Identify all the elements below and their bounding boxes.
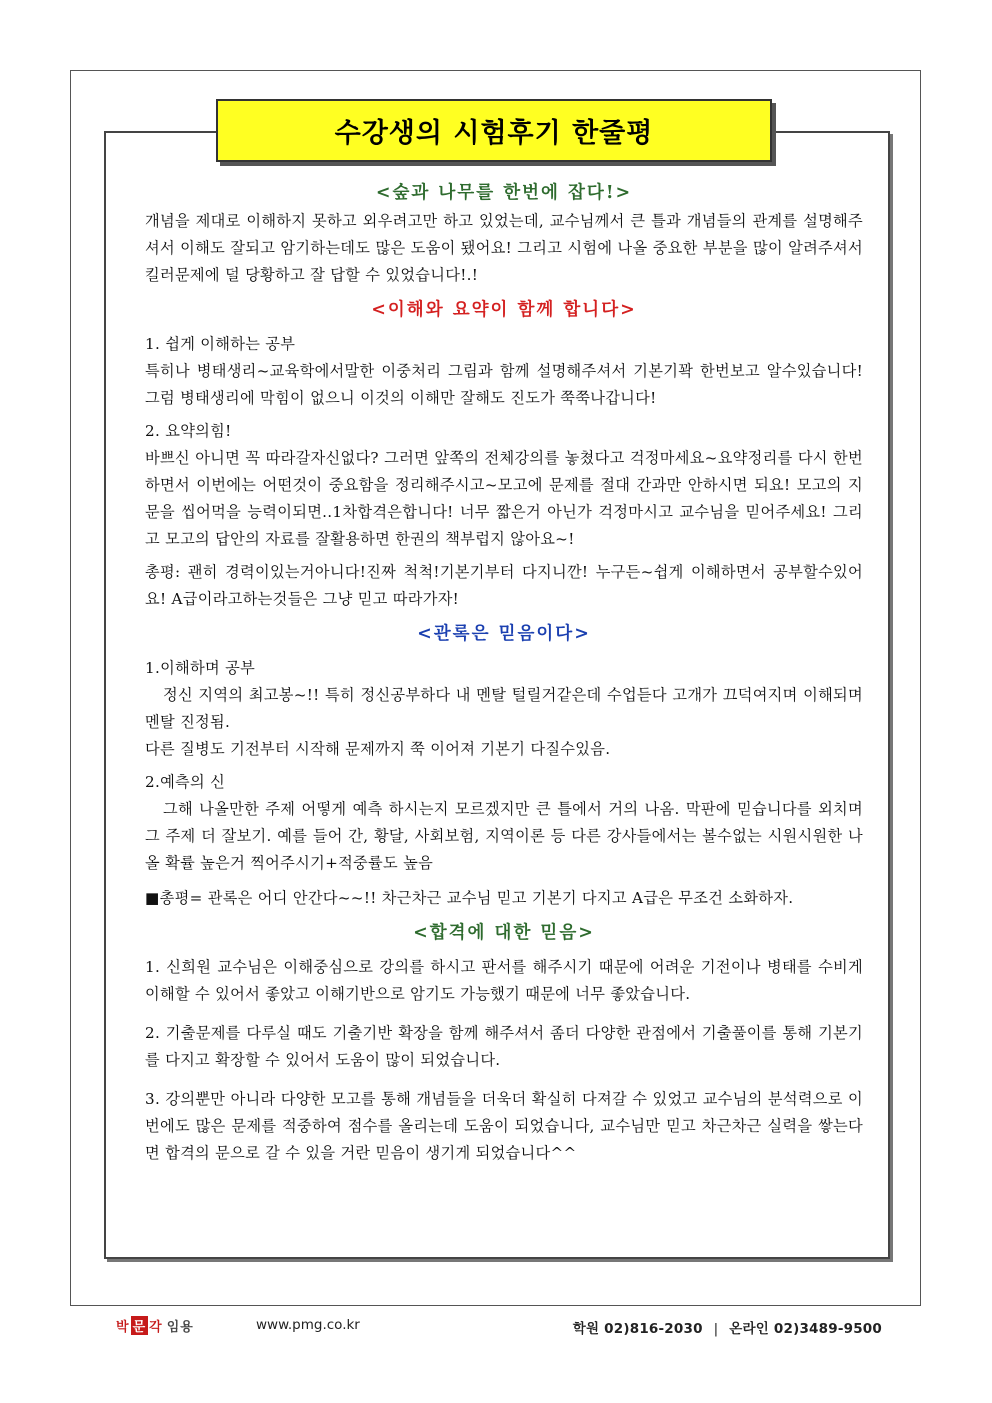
- online-phone: 02)3489-9500: [773, 1321, 882, 1337]
- review-paragraph: 바쁘신 아니면 꼭 따라갈자신없다? 그러면 앞쪽의 전체강의를 놓쳤다고 걱정마세요~요약정리를 다시 한번 하면서 이번에는 어떤것이 중요함을 정리해주시고~모고에 문제를 절대 간과만 안하시면 되요! 모고의 지문을 씹어먹을 능력이되면..1차합격은합니다! 너무 짧은거 아닌가 걱정마시고 교수님을 믿어주세요! 그리고 모고의 답안의 자료를 잘활용하면 한권의 책부럽지 않아요~!: [145, 449, 863, 548]
- review-subtitle: 1.이해하며 공부: [145, 659, 256, 677]
- brand-logo[interactable]: [116, 1316, 194, 1335]
- review-content: [145, 178, 863, 1167]
- review-summary: 총평: 괜히 경력이있는거아니다!진짜 척척!기본기부터 다지니깐! 누구든~쉽게 이해하면서 공부할수있어요! A급이라고하는것들은 그냥 믿고 따라가자!: [145, 563, 863, 608]
- review-subtitle: 1. 쉽게 이해하는 공부: [145, 335, 296, 353]
- contact-info: [573, 1317, 882, 1337]
- review-subtitle: 2.예측의 신: [145, 773, 226, 791]
- logo-char: 문: [131, 1316, 149, 1335]
- section-heading: <이해와 요약이 함께 합니다>: [371, 300, 637, 320]
- section-heading: <관록은 믿음이다>: [417, 624, 591, 644]
- academy-label: 학원: [572, 1321, 600, 1337]
- website-link[interactable]: www.pmg.co.kr: [256, 1317, 360, 1333]
- logo-char: 각: [149, 1320, 163, 1335]
- section-heading: <숲과 나무를 한번에 잡다!>: [375, 183, 633, 203]
- separator: |: [713, 1321, 719, 1337]
- review-paragraph: 그해 나올만한 주제 어떻게 예측 하시는지 모르겠지만 큰 틀에서 거의 나옴. 막판에 믿습니다를 외치며 그 주제 더 잘보기. 예를 들어 간, 황달, 사회보험, 지역이론 등 다른 강사들에서는 볼수없는 시원시원한 나올 확률 높은거 찍어주시기+적중률도 높음: [145, 800, 863, 872]
- review-paragraph: 다른 질병도 기전부터 시작해 문제까지 쭉 이어져 기본기 다질수있음.: [145, 740, 611, 758]
- review-paragraph: 특히나 병태생리~교육학에서말한 이중처리 그림과 함께 설명해주셔서 기본기꽉 한번보고 알수있습니다! 그럼 병태생리에 막힘이 없으니 이것의 이해만 잘해도 진도가 쭉쭉나갑니다!: [145, 362, 863, 407]
- review-summary: ■총평= 관록은 어디 안간다~~!! 차근차근 교수님 믿고 기본기 다지고 A급은 무조건 소화하자.: [145, 889, 794, 907]
- section-heading: <합격에 대한 믿음>: [413, 923, 595, 943]
- review-paragraph: 2. 기출문제를 다루실 때도 기출기반 확장을 함께 해주셔서 좀더 다양한 관점에서 기출풀이를 통해 기본기를 다지고 확장할 수 있어서 도움이 많이 되었습니다.: [145, 1024, 863, 1069]
- online-label: 온라인: [729, 1321, 769, 1337]
- review-subtitle: 2. 요약의힘!: [145, 422, 232, 440]
- review-paragraph: 1. 신희원 교수님은 이해중심으로 강의를 하시고 판서를 해주시기 때문에 어려운 기전이나 병태를 수비게 이해할 수 있어서 좋았고 이해기반으로 암기도 가능했기 때문에 너무 좋았습니다.: [145, 958, 863, 1003]
- logo-char: 박: [116, 1320, 130, 1335]
- review-paragraph: 개념을 제대로 이해하지 못하고 외우려고만 하고 있었는데, 교수님께서 큰 틀과 개념들의 관계를 설명해주셔서 이해도 잘되고 암기하는데도 많은 도움이 됐어요! 그리고 시험에 나올 중요한 부분을 많이 알려주셔서 킬러문제에 덜 당황하고 잘 답할 수 있었습니다!.!: [145, 212, 863, 284]
- review-paragraph: 3. 강의뿐만 아니라 다양한 모고를 통해 개념들을 더욱더 확실히 다져갈 수 있었고 교수님의 분석력으로 이번에도 많은 문제를 적중하여 점수를 올리는데 도움이 되었습니다, 교수님만 믿고 차근차근 실력을 쌓는다면 합격의 문으로 갈 수 있을 거란 믿음이 생기게 되었습니다^^: [145, 1090, 863, 1162]
- footer: [116, 1315, 882, 1339]
- academy-phone: 02)816-2030: [604, 1321, 703, 1337]
- logo-subtitle: 임용: [166, 1320, 194, 1335]
- review-paragraph: 정신 지역의 최고봉~!! 특히 정신공부하다 내 멘탈 털릴거같은데 수업듣다 고개가 끄덕여지며 이해되며 멘탈 진정됨.: [145, 686, 863, 731]
- page-title: 수강생의 시험후기 한줄평: [216, 99, 772, 162]
